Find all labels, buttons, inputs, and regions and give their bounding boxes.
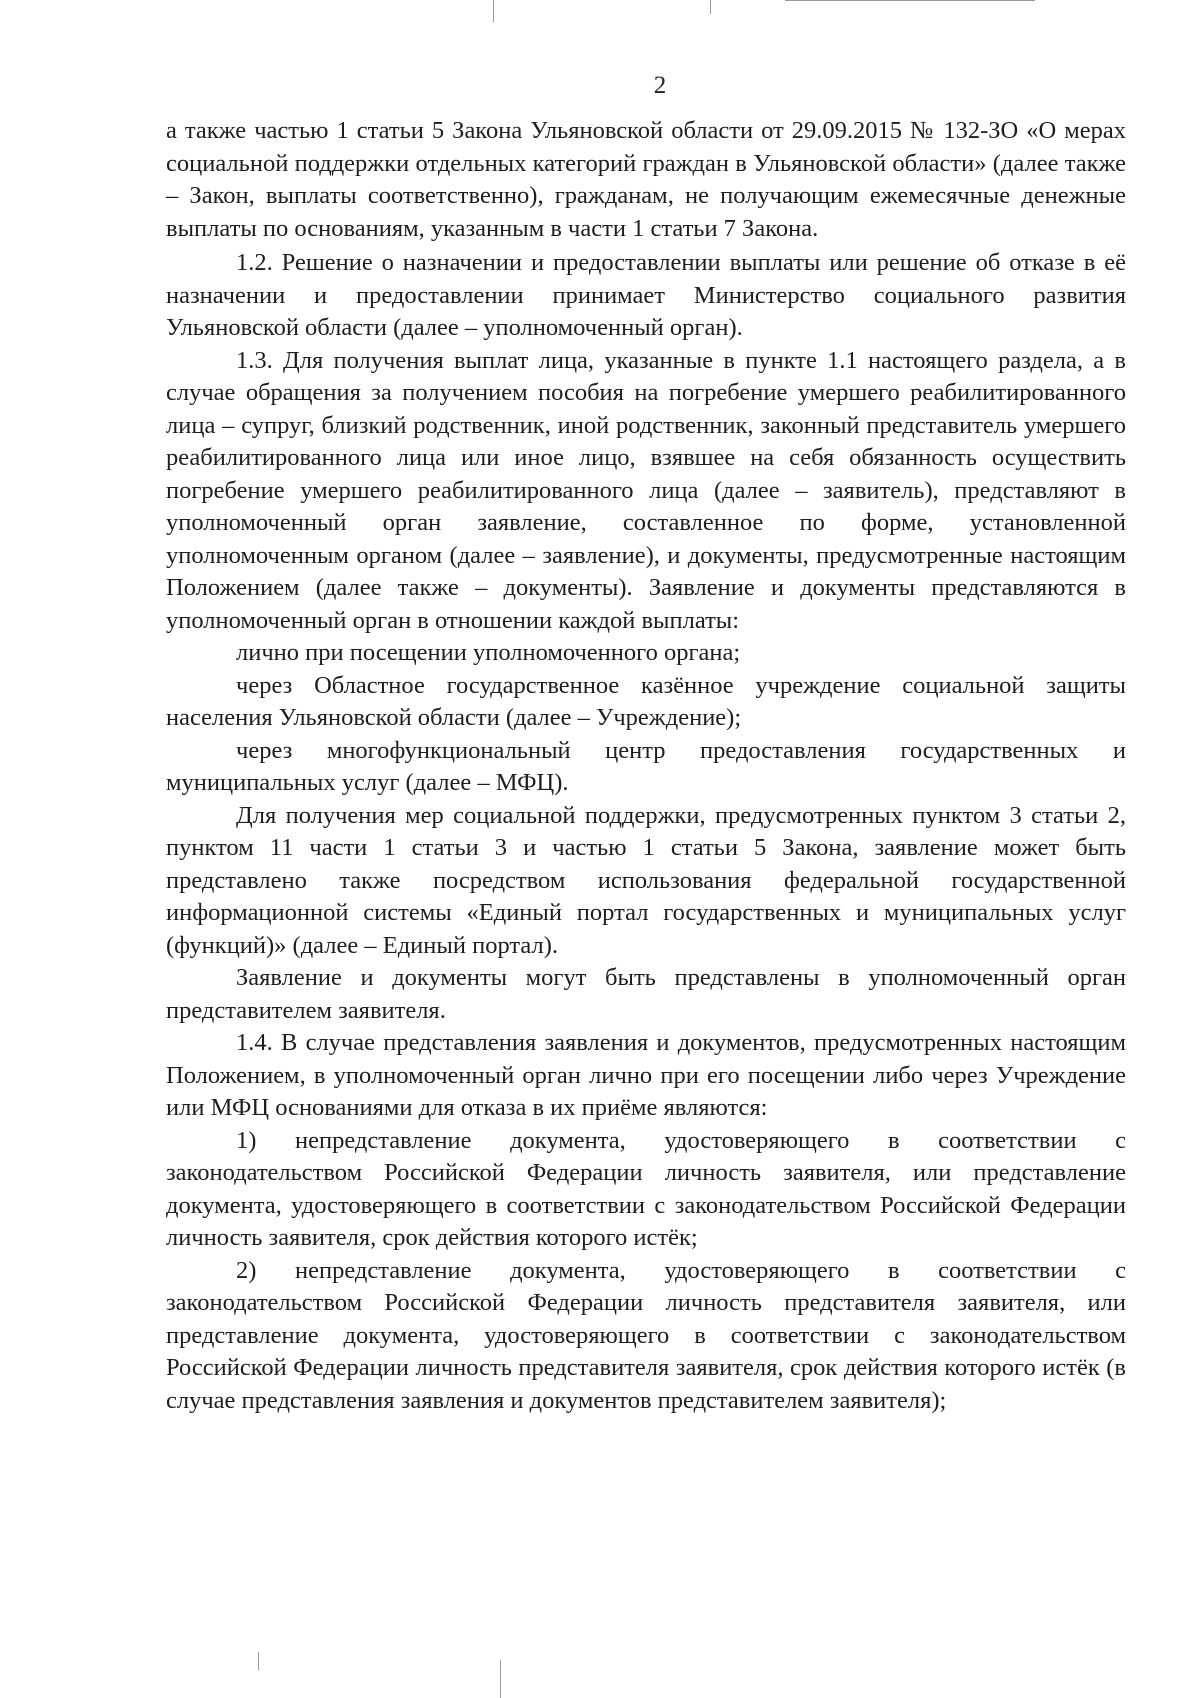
paragraph: через Областное государственное казённое учреждение социальной защиты населения Ульяновской области (далее – Учреждение); [166, 671, 1126, 731]
page-number: 2 [653, 72, 667, 99]
paragraph: Для получения мер социальной поддержки, предусмотренных пунктом 3 статьи 2, пунктом 11 части 1 статьи 3 и частью 1 статьи 5 Закона, заявление может быть представлено также посредством использования федеральной государственной информационной системы «Единый портал государственных и муниципальных услуг (функций)» (далее – Единый портал). [166, 801, 1126, 959]
scan-artifact [500, 1660, 501, 1698]
paragraph: 1.2. Решение о назначении и предоставлении выплаты или решение об отказе в её назначении и предоставлении принимает Министерство социального развития Ульяновской области (далее – уполномоченный орган). [166, 249, 1126, 341]
scan-artifact [710, 0, 711, 14]
paragraph: через многофункциональный центр предоставления государственных и муниципальных услуг (далее – МФЦ). [166, 736, 1126, 796]
paragraph: а также частью 1 статьи 5 Закона Ульяновской области от 29.09.2015 № 132-ЗО «О мерах социальной поддержки отдельных категорий граждан в Ульяновской области» (далее также – Закон, выплаты соответственно), гражданам, не получающим ежемесячные денежные выплаты по основаниям, указанным в части 1 статьи 7 Закона. [166, 117, 1126, 242]
paragraph: 1) непредставление документа, удостоверяющего в соответствии с законодательством Российской Федерации личность заявителя, или представление документа, удостоверяющего в соответствии с законодательством Российской Федерации личность заявителя, срок действия которого истёк; [166, 1126, 1126, 1251]
document-body [166, 115, 1126, 1417]
paragraph: 1.3. Для получения выплат лица, указанные в пункте 1.1 настоящего раздела, а в случае обращения за получением пособия на погребение умершего реабилитированного лица – супруг, близкий родственник, иной родственник, законный представитель умершего реабилитированного лица или иное лицо, взявшее на себя обязанность осуществить погребение умершего реабилитированного лица (далее – заявитель), представляют в уполномоченный орган заявление, составленное по форме, установленной уполномоченным органом (далее – заявление), и документы, предусмотренные настоящим Положением (далее также – документы). Заявление и документы представляются в уполномоченный орган в отношении каждой выплаты: [166, 346, 1126, 634]
paragraph: лично при посещении уполномоченного органа; [236, 639, 741, 666]
scan-artifact [258, 1652, 259, 1670]
paragraph: 1.4. В случае представления заявления и документов, предусмотренных настоящим Положением, в уполномоченный орган лично при его посещении либо через Учреждение или МФЦ основаниями для отказа в их приёме являются: [166, 1029, 1126, 1121]
scan-artifact [785, 0, 1035, 1]
paragraph: Заявление и документы могут быть представлены в уполномоченный орган представителем заявителя. [166, 964, 1126, 1024]
scan-artifact [493, 0, 494, 22]
paragraph: 2) непредставление документа, удостоверяющего в соответствии с законодательством Российской Федерации личность представителя заявителя, или представление документа, удостоверяющего в соответствии с законодательством Российской Федерации личность представителя заявителя, срок действия которого истёк (в случае представления заявления и документов представителем заявителя); [166, 1256, 1126, 1414]
